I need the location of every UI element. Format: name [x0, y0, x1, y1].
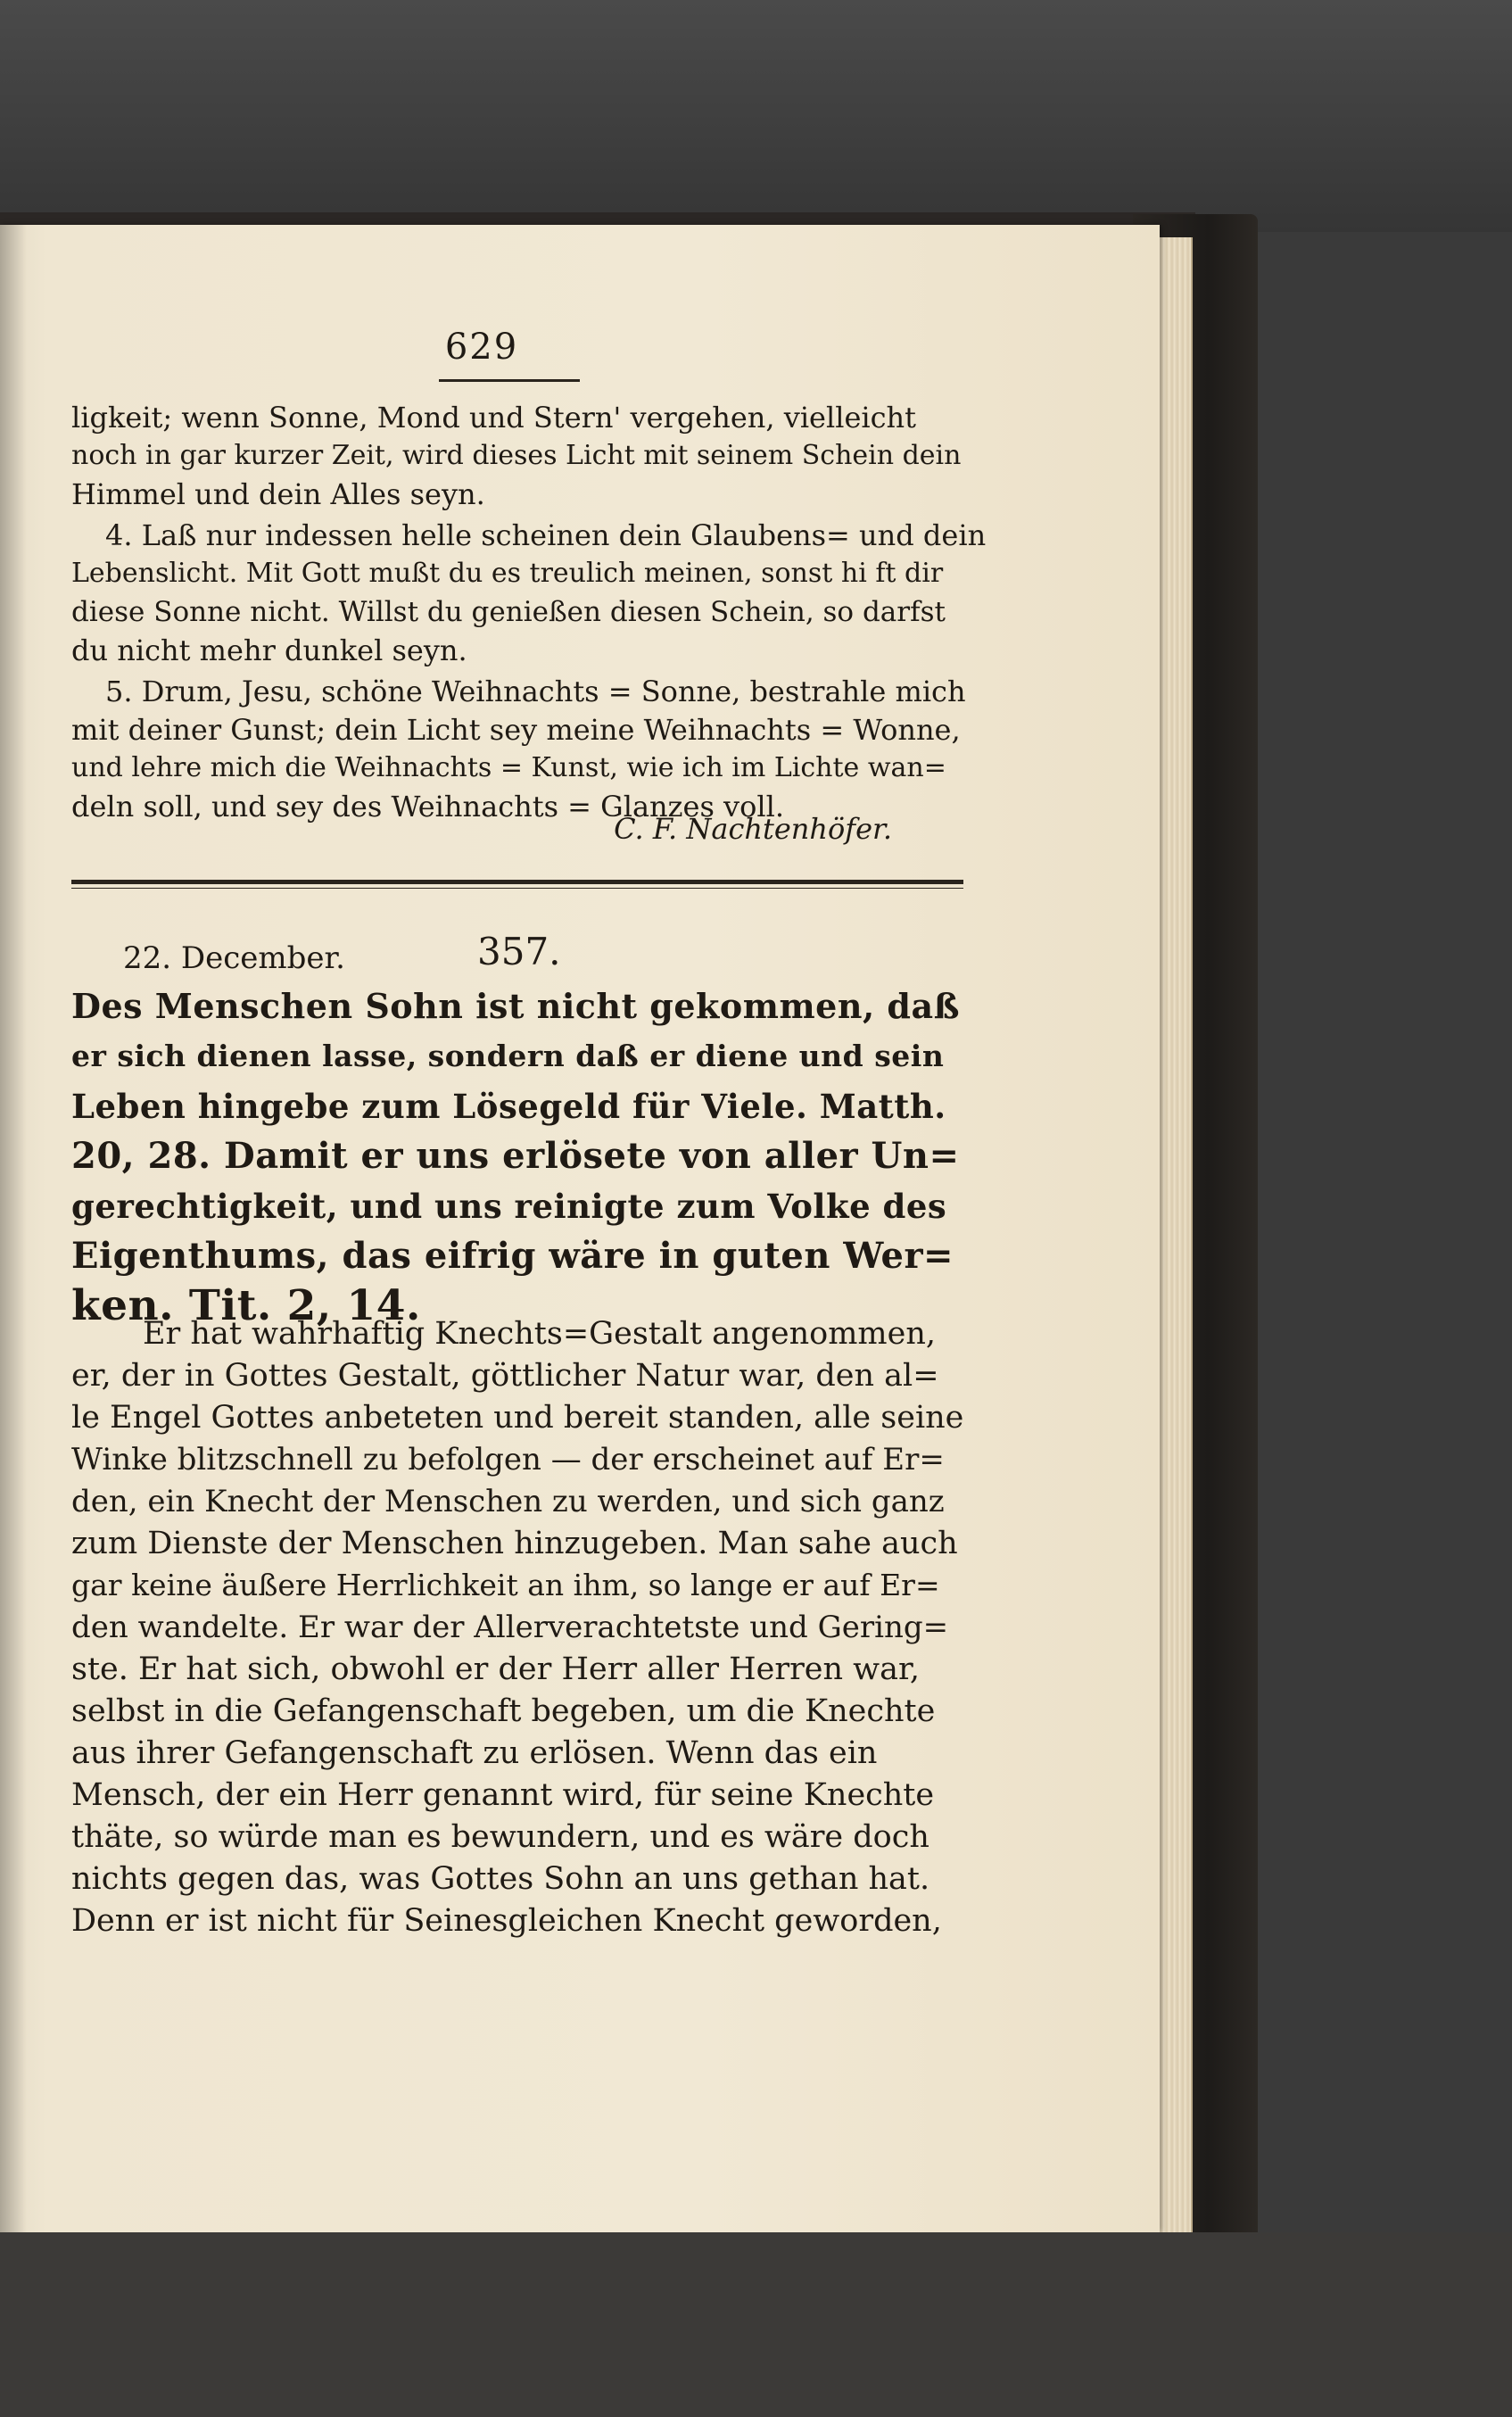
entry-number: 357. [477, 930, 561, 973]
verse-line: Leben hingebe zum Lösegeld für Viele. Matth. [71, 1087, 946, 1126]
poem-line: noch in gar kurzer Zeit, wird dieses Licht mit seinem Schein dein [71, 440, 962, 471]
verse-line: er sich dienen lasse, sondern daß er diene und sein [71, 1039, 945, 1073]
poem-line: diese Sonne nicht. Willst du genießen diesen Schein, so darfst [71, 596, 946, 628]
verse-line: ken. Tit. 2, 14. [71, 1281, 421, 1330]
verse-line: 20, 28. Damit er uns erlösete von aller Un= [71, 1135, 960, 1177]
spine-shadow [0, 225, 27, 2232]
body-line: selbst in die Gefangenschaft begeben, um die Knechte [71, 1693, 936, 1729]
body-line: Denn er ist nicht für Seinesgleichen Knecht geworden, [71, 1903, 942, 1939]
section-divider-thin [71, 888, 963, 889]
body-line: aus ihrer Gefangenschaft zu erlösen. Wenn das ein [71, 1735, 878, 1771]
body-line: Mensch, der ein Herr genannt wird, für seine Knechte [71, 1777, 935, 1813]
body-line: zum Dienste der Menschen hinzugeben. Man sahe auch [71, 1526, 958, 1561]
page-number: 629 [444, 327, 519, 368]
poem-line: deln soll, und sey des Weihnachts = Glanzes voll. [71, 790, 785, 824]
background-bottom [0, 2232, 1512, 2417]
poem-line: 5. Drum, Jesu, schöne Weihnachts = Sonne, bestrahle mich [105, 675, 966, 708]
body-line: gar keine äußere Herrlichkeit an ihm, so lange er auf Er= [71, 1568, 940, 1602]
body-line: Er hat wahrhaftig Knechts=Gestalt angenommen, [143, 1316, 936, 1352]
book-cover-top-edge [0, 212, 1195, 225]
poem-line: 4. Laß nur indessen helle scheinen dein Glaubens= und dein [105, 518, 987, 552]
entry-date: 22. December. [123, 940, 345, 976]
body-line: ste. Er hat sich, obwohl er der Herr aller Herren war, [71, 1651, 921, 1687]
page-number-rule [439, 379, 580, 382]
body-line: den wandelte. Er war der Allerverachtetste und Gering= [71, 1610, 949, 1645]
body-line: er, der in Gottes Gestalt, göttlicher Natur war, den al= [71, 1358, 939, 1394]
background-top [0, 0, 1512, 232]
poem-line: mit deiner Gunst; dein Licht sey meine Weihnachts = Wonne, [71, 713, 961, 747]
section-divider [71, 880, 963, 884]
poem-line: Lebenslicht. Mit Gott mußt du es treulich meinen, sonst hi ft dir [71, 558, 944, 589]
body-line: thäte, so würde man es bewundern, und es wäre doch [71, 1819, 930, 1855]
poem-line: ligkeit; wenn Sonne, Mond und Stern' vergehen, vielleicht [71, 401, 917, 435]
verse-line: gerechtigkeit, und uns reinigte zum Volke des [71, 1187, 947, 1226]
body-line: Winke blitzschnell zu befolgen — der erscheinet auf Er= [71, 1442, 945, 1478]
verse-line: Eigenthums, das eifrig wäre in guten Wer= [71, 1235, 954, 1277]
body-line: nichts gegen das, was Gottes Sohn an uns gethan hat. [71, 1861, 930, 1897]
poem-line: und lehre mich die Weihnachts = Kunst, wie ich im Lichte wan= [71, 752, 946, 783]
poem-line: Himmel und dein Alles seyn. [71, 477, 485, 511]
poem-signature: C. F. Nachtenhöfer. [614, 812, 892, 846]
body-line: le Engel Gottes anbeteten und bereit standen, alle seine [71, 1400, 964, 1436]
verse-line: Des Menschen Sohn ist nicht gekommen, daß [71, 986, 960, 1026]
poem-line: du nicht mehr dunkel seyn. [71, 633, 467, 667]
body-line: den, ein Knecht der Menschen zu werden, und sich ganz [71, 1484, 945, 1519]
